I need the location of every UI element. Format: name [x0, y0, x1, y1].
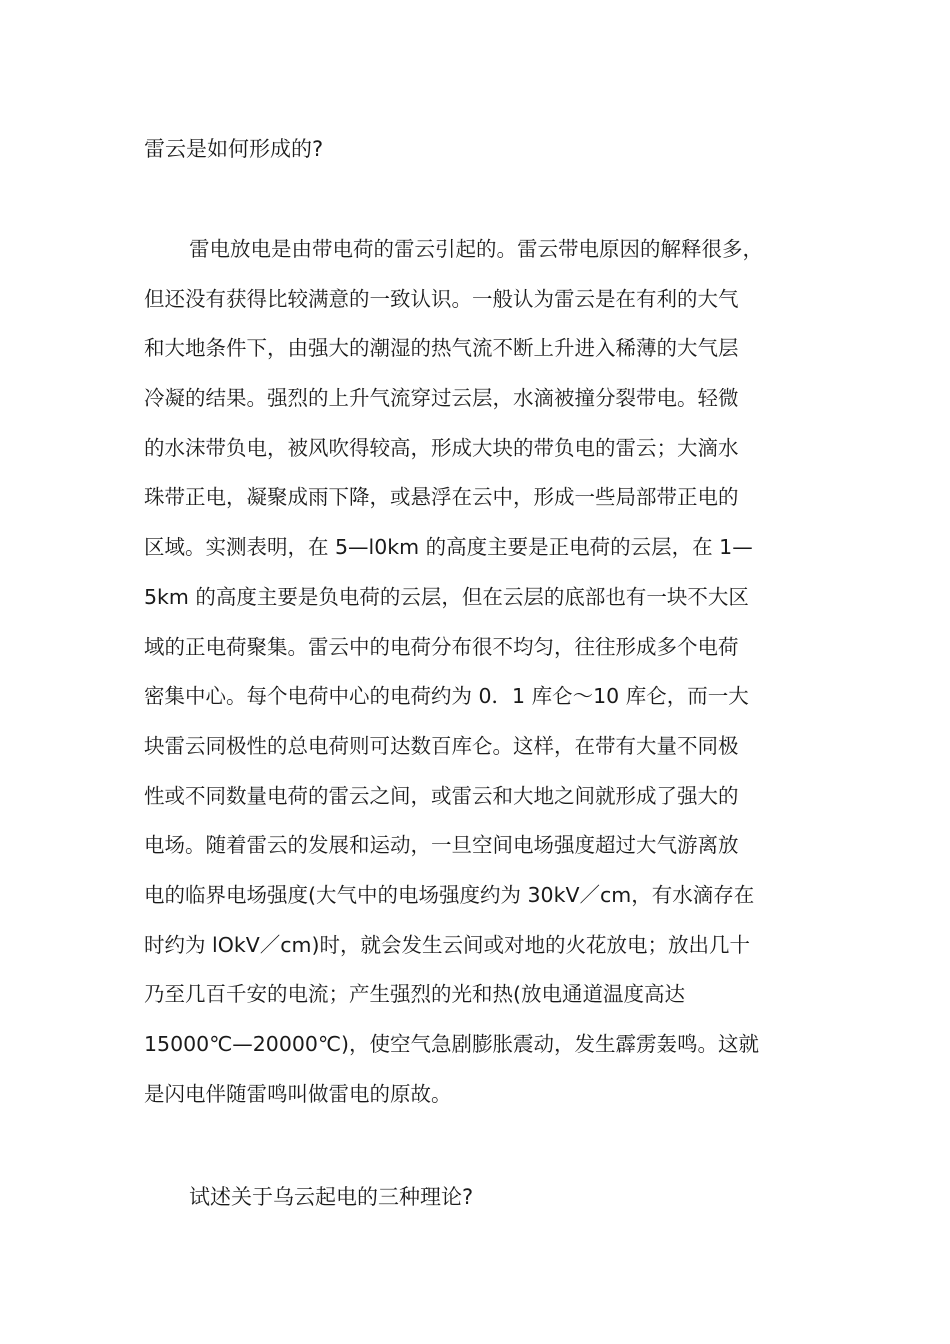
paragraph-line: 域的正电荷聚集。雷云中的电荷分布很不均匀，往往形成多个电荷	[144, 634, 739, 659]
paragraph-line: 和大地条件下，由强大的潮湿的热气流不断上升进入稀薄的大气层	[144, 336, 739, 361]
paragraph-line: 时约为 lOkV／cm)时，就会发生云间或对地的火花放电；放出几十	[144, 932, 750, 957]
paragraph-line: 雷电放电是由带电荷的雷云引起的。雷云带电原因的解释很多，	[189, 237, 763, 261]
paragraph-line: 电场。随着雷云的发展和运动，一旦空间电场强度超过大气游离放	[144, 833, 739, 858]
paragraph-line: 但还没有获得比较满意的一致认识。一般认为雷云是在有利的大气	[144, 286, 739, 311]
paragraph-line: 性或不同数量电荷的雷云之间，或雷云和大地之间就形成了强大的	[144, 783, 739, 808]
paragraph-line: 珠带正电，凝聚成雨下降，或悬浮在云中，形成一些局部带正电的	[144, 485, 739, 510]
paragraph-line: 是闪电伴随雷鸣叫做雷电的原故。	[144, 1081, 452, 1106]
body-paragraph	[144, 225, 824, 1119]
paragraph-line: 块雷云同极性的总电荷则可达数百库仑。这样，在带有大量不同极	[144, 733, 739, 758]
paragraph-line: 电的临界电场强度(大气中的电场强度约为 30kV／cm，有水滴存在	[144, 882, 755, 907]
paragraph-line: 5km 的高度主要是负电荷的云层，但在云层的底部也有一块不大区	[144, 584, 749, 609]
paragraph-line: 乃至几百千安的电流；产生强烈的光和热(放电通道温度高达	[144, 982, 685, 1007]
paragraph-line: 的水沫带负电，被风吹得较高，形成大块的带负电的雷云；大滴水	[144, 435, 739, 460]
paragraph-line: 15000℃—20000℃)，使空气急剧膨胀震动，发生霹雳轰鸣。这就	[144, 1032, 759, 1056]
section-title: 雷云是如何形成的?	[144, 137, 324, 161]
paragraph-line: 区域。实测表明，在 5—l0km 的高度主要是正电荷的云层，在 1—	[144, 535, 753, 560]
question-heading: 试述关于乌云起电的三种理论?	[189, 1185, 474, 1209]
paragraph-line: 冷凝的结果。强烈的上升气流穿过云层，水滴被撞分裂带电。轻微	[144, 386, 739, 411]
paragraph-line: 密集中心。每个电荷中心的电荷约为 0．1 库仑～10 库仑，而一大	[144, 684, 749, 709]
